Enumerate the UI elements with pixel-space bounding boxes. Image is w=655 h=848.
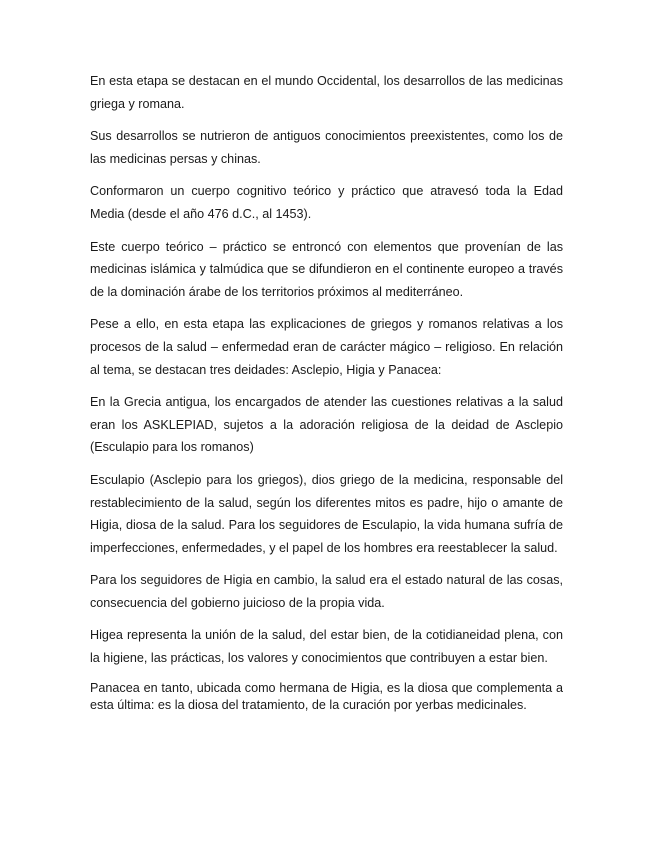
document-body [90, 70, 563, 724]
paragraph-4: Este cuerpo teórico – práctico se entroncó con elementos que provenían de las medicinas islámica y talmúdica que se difundieron en el continente europeo a través de la dominación árabe de los territorios próximos al mediterráneo. [90, 239, 563, 299]
paragraph-9: Higea representa la unión de la salud, del estar bien, de la cotidianeidad plena, con la higiene, las prácticas, los valores y conocimientos que contribuyen a estar bien. [90, 628, 563, 666]
paragraph-3: Conformaron un cuerpo cognitivo teórico y práctico que atravesó toda la Edad Media (desde el año 476 d.C., al 1453). [90, 184, 563, 221]
paragraph-2: Sus desarrollos se nutrieron de antiguos conocimientos preexistentes, como los de las medicinas persas y chinas. [90, 129, 563, 166]
paragraph-6: En la Grecia antigua, los encargados de atender las cuestiones relativas a la salud eran los ASKLEPIAD, sujetos a la adoración religiosa de la deidad de Asclepio (Esculapio para los romanos) [90, 395, 563, 455]
paragraph-5: Pese a ello, en esta etapa las explicaciones de griegos y romanos relativas a los procesos de la salud – enfermedad eran de carácter mágico – religioso. En relación al tema, se destacan tres deidades: Asclepio, Higia y Panacea: [90, 317, 563, 377]
paragraph-10: Panacea en tanto, ubicada como hermana de Higia, es la diosa que complementa a esta última: es la diosa del tratamiento, de la curación por yerbas medicinales. [90, 680, 563, 712]
paragraph-1: En esta etapa se destacan en el mundo Occidental, los desarrollos de las medicinas griega y romana. [90, 74, 563, 111]
paragraph-7: Esculapio (Asclepio para los griegos), dios griego de la medicina, responsable del restablecimiento de la salud, según los diferentes mitos es padre, hijo o amante de Higia, diosa de la salud. Para los seguidores de Esculapio, la vida humana sufría de imperfecciones, enfermedades, y el papel de los hombres era reestablecer la salud. [90, 472, 563, 555]
paragraph-8: Para los seguidores de Higia en cambio, la salud era el estado natural de las cosas, consecuencia del gobierno juicioso de la propia vida. [90, 573, 563, 610]
